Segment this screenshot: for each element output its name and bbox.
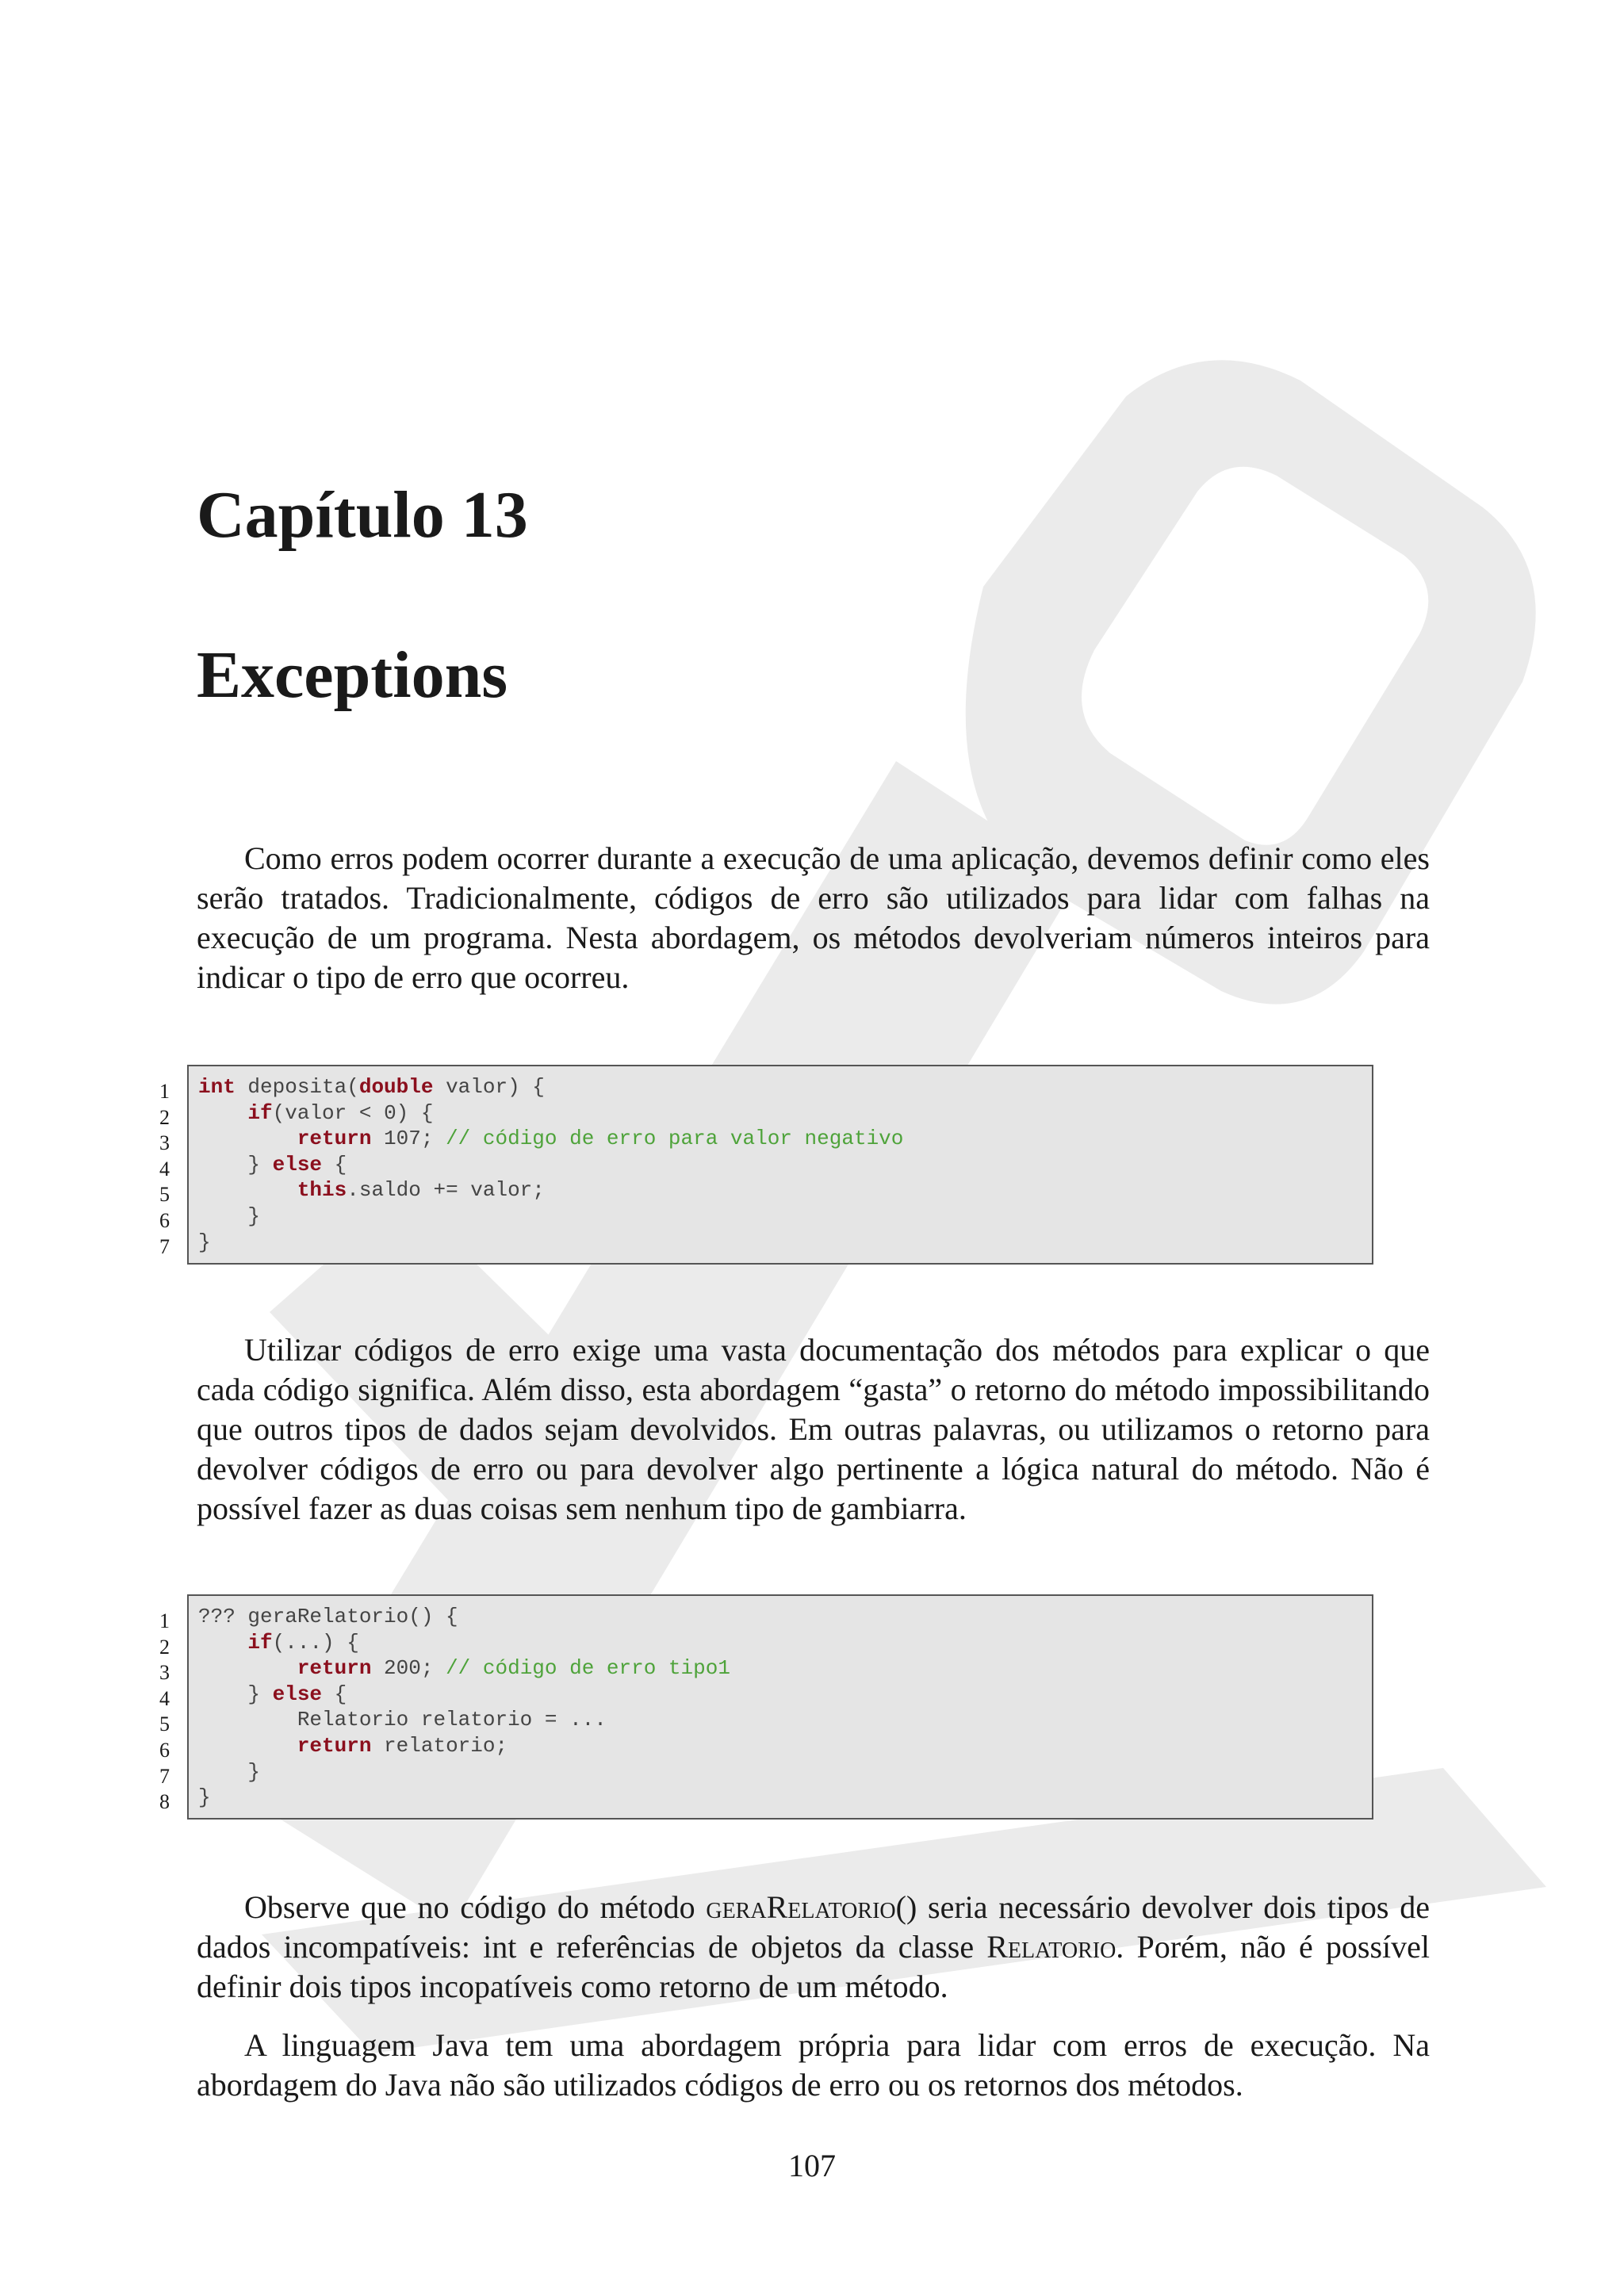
code-text: } [198, 1785, 211, 1810]
line-number: 4 [159, 1157, 170, 1181]
code-keyword: return [297, 1733, 372, 1758]
line-number: 1 [159, 1609, 170, 1632]
code-listing [187, 1065, 1373, 1265]
line-number: 8 [159, 1790, 170, 1814]
code-keyword: return [297, 1656, 372, 1681]
code-keyword: int [198, 1075, 236, 1099]
paragraph-error-codes [197, 1330, 1430, 1529]
code-comment: // código de erro para valor negativo [446, 1127, 904, 1151]
code-line [198, 1100, 1372, 1127]
code-text: deposita( [235, 1075, 359, 1099]
code-text [198, 1656, 297, 1680]
line-number: 5 [159, 1712, 170, 1736]
code-text: Relatorio relatorio = ... [198, 1708, 607, 1732]
code-text: 200; [371, 1656, 446, 1681]
paragraph-intro-text: Como erros podem ocorrer durante a execução de uma aplicação, devemos definir como eles serão tratados. Tradicionalmente, códigos de erro são utilizados para lidar com falhas na execução de um programa. Nesta abordagem, os métodos devolveriam números inteiros para indicar o tipo de erro que ocorreu. [197, 840, 1430, 995]
paragraph-observe-part1: Observe que no código do método [244, 1889, 707, 1925]
paragraph-observe-part2: seria necessário devolver dois tipos de dados incompatíveis: int e referências de objetos da classe [197, 1889, 1430, 1965]
paragraph-observe-part3: . Porém, não é possível definir dois tipos incopatíveis como retorno de um método. [197, 1929, 1431, 2004]
line-number: 7 [159, 1234, 170, 1258]
code-line [198, 1655, 1372, 1682]
code-comment: // código de erro tipo1 [446, 1656, 730, 1681]
code-line [198, 1230, 1372, 1256]
paragraph-observe [197, 1888, 1430, 2007]
code-line [198, 1074, 1372, 1100]
code-line [198, 1785, 1372, 1811]
code-text [198, 1127, 297, 1150]
code-text [198, 1101, 247, 1125]
paragraph-java-approach-text: A linguagem Java tem uma abordagem própria para lidar com erros de execução. Na abordagem do Java não são utilizados códigos de erro ou os retornos dos métodos. [197, 2027, 1430, 2103]
code-keyword: if [247, 1100, 273, 1125]
code-line-numbers [151, 1079, 170, 1260]
code-line [198, 1682, 1372, 1708]
code-text: (...) { [272, 1630, 359, 1655]
code-keyword: else [272, 1682, 323, 1706]
code-keyword: double [358, 1075, 434, 1099]
code-line [198, 1604, 1372, 1630]
paragraph-error-codes-text: Utilizar códigos de erro exige uma vasta documentação dos métodos para explicar o que cada código significa. Além disso, esta abordagem “gasta” o retorno do método impossibilitando que outros tipos de dados sejam devolvidos. Em outras palavras, ou utilizamos o retorno para devolver códigos de erro ou para devolver algo pertinente a lógica natural do método. Não é possível fazer as duas coisas sem nenhum tipo de gambiarra. [197, 1332, 1430, 1526]
line-number: 6 [159, 1738, 170, 1762]
code-line [198, 1759, 1372, 1785]
code-text: valor) { [433, 1075, 545, 1099]
line-number: 2 [159, 1635, 170, 1659]
method-name-gerarelatorio: geraRelatorio() [706, 1889, 917, 1925]
class-name-relatorio: Relatorio [986, 1929, 1116, 1965]
line-number: 4 [159, 1686, 170, 1710]
code-text: { [322, 1682, 347, 1706]
code-keyword: return [297, 1127, 372, 1151]
code-text [198, 1178, 297, 1202]
code-line [198, 1630, 1372, 1656]
code-text: } [198, 1682, 273, 1706]
line-number: 6 [159, 1208, 170, 1232]
code-text: } [198, 1230, 211, 1254]
line-number: 7 [159, 1764, 170, 1788]
line-number: 2 [159, 1105, 170, 1129]
line-number: 3 [159, 1661, 170, 1685]
code-listing [187, 1594, 1373, 1820]
chapter-label: Capítulo 13 [197, 478, 528, 552]
code-text [198, 1631, 247, 1655]
code-text: relatorio; [371, 1733, 508, 1758]
code-keyword: if [247, 1630, 273, 1655]
code-line [198, 1177, 1372, 1203]
code-keyword: else [272, 1152, 323, 1177]
paragraph-java-approach [197, 2026, 1430, 2105]
code-text: (valor < 0) { [272, 1100, 434, 1125]
code-keyword: this [297, 1178, 347, 1203]
code-text: 107; [371, 1127, 446, 1151]
code-text: ??? geraRelatorio() { [198, 1605, 458, 1628]
line-number: 3 [159, 1131, 170, 1155]
code-line [198, 1733, 1372, 1759]
code-text: .saldo += valor; [347, 1178, 545, 1203]
code-text: } [198, 1759, 261, 1784]
code-line-numbers [151, 1609, 170, 1816]
code-text: } [198, 1152, 273, 1177]
line-number: 1 [159, 1080, 170, 1103]
code-text: } [198, 1203, 261, 1228]
chapter-title: Exceptions [197, 638, 508, 712]
code-line [198, 1707, 1372, 1733]
code-text [198, 1734, 297, 1758]
line-number: 5 [159, 1183, 170, 1207]
code-line [198, 1203, 1372, 1230]
code-line [198, 1152, 1372, 1178]
paragraph-intro [197, 839, 1430, 997]
page-number: 107 [788, 2148, 836, 2183]
code-text: { [322, 1152, 347, 1177]
code-line [198, 1126, 1372, 1152]
